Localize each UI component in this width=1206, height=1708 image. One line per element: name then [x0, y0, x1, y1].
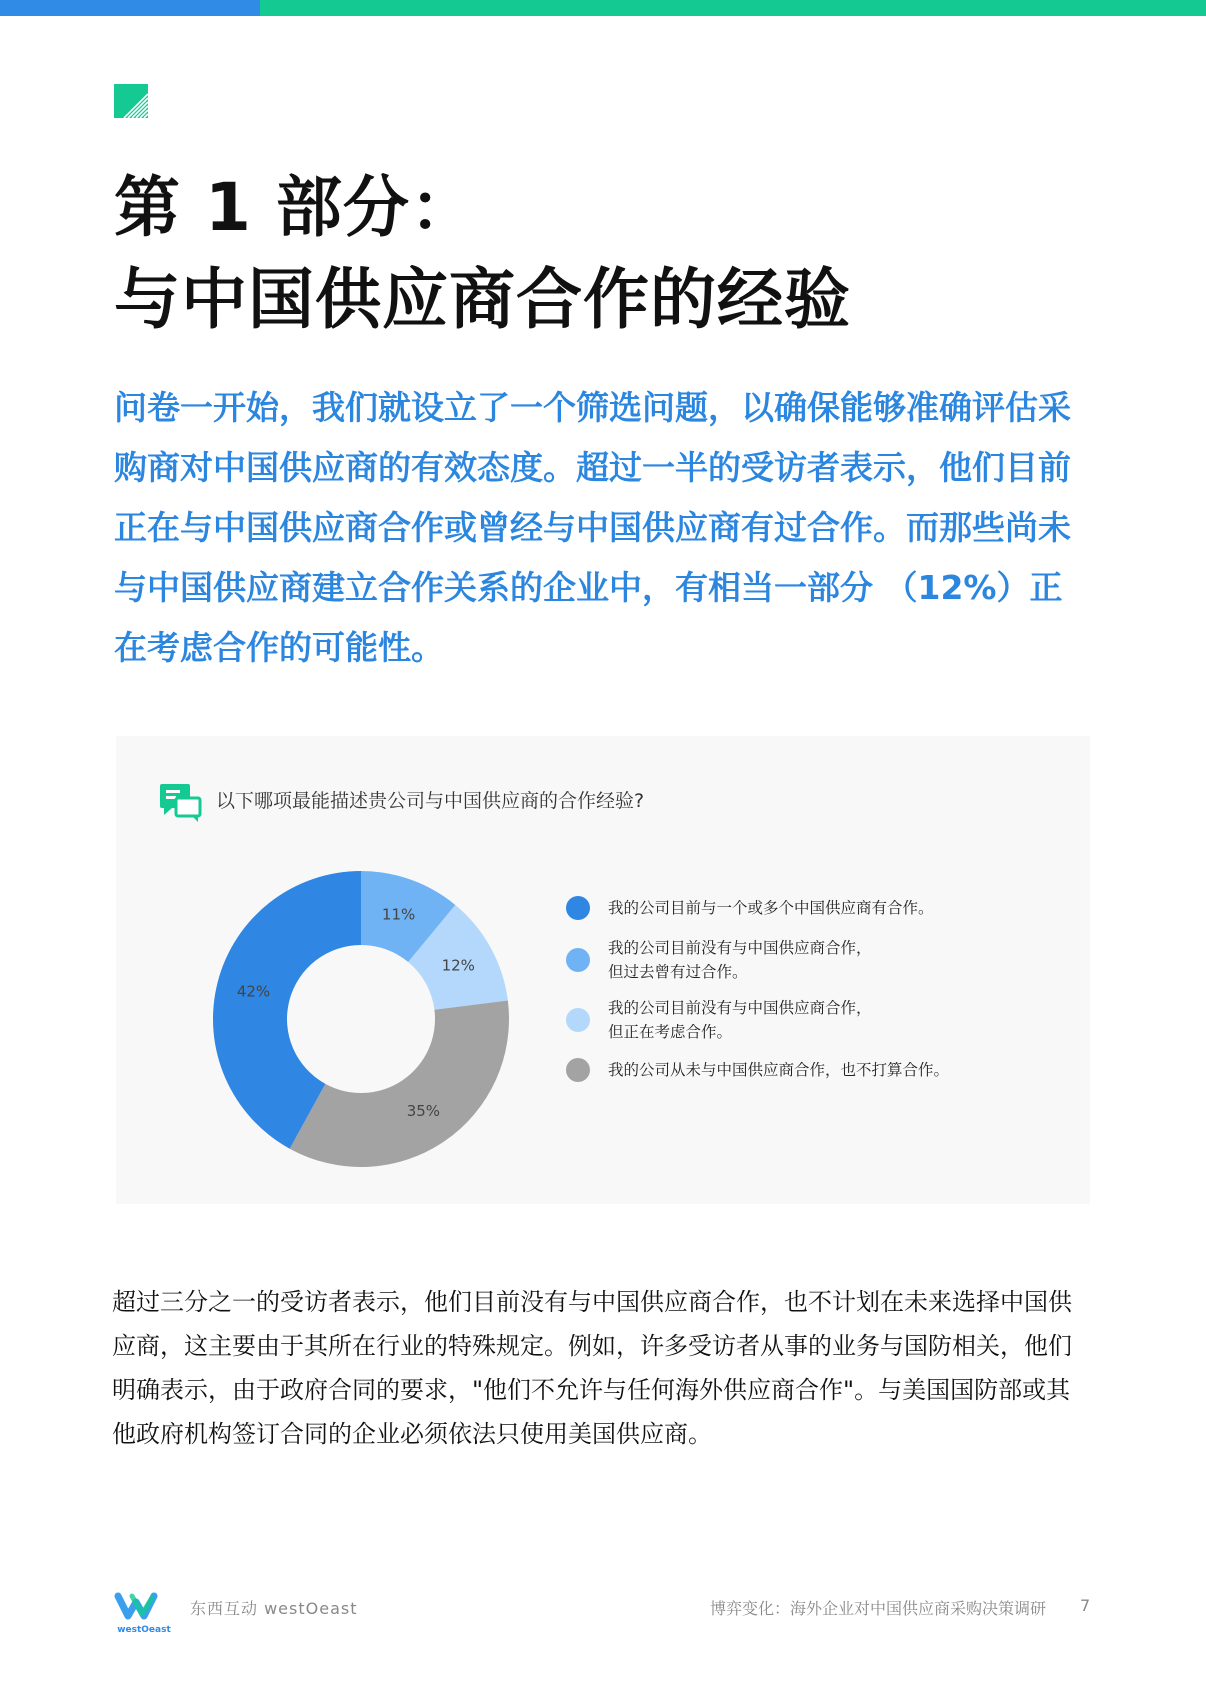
top-bar-green-segment — [260, 0, 1206, 16]
page-title — [114, 162, 851, 346]
legend-label: 我的公司目前与一个或多个中国供应商有合作。 — [608, 899, 934, 917]
footer-report-title: 博弈变化：海外企业对中国供应商采购决策调研 — [709, 1599, 1046, 1618]
legend-swatch — [566, 896, 590, 920]
chart-panel — [116, 736, 1090, 1204]
legend-label: 我的公司目前没有与中国供应商合作， 但正在考虑合作。 — [608, 999, 872, 1041]
legend-label: 我的公司从未与中国供应商合作，也不打算合作。 — [608, 1061, 950, 1079]
donut-chart — [206, 864, 516, 1174]
legend-swatch — [566, 948, 590, 972]
top-bar-blue-segment — [0, 0, 260, 16]
legend-label: 我的公司目前没有与中国供应商合作， 但过去曾有过合作。 — [608, 939, 872, 981]
slice-considering-label: 12% — [441, 956, 475, 975]
page-title-line-2: 与中国供应商合作的经验 — [114, 261, 851, 338]
slice-never-label: 35% — [406, 1101, 441, 1120]
legend-item — [566, 1058, 949, 1082]
legend-item — [566, 896, 934, 920]
legend-item — [566, 996, 872, 1044]
page-title-line-1: 第 1 部分： — [114, 169, 477, 246]
intro-paragraph: 问卷一开始，我们就设立了一个筛选问题，以确保能够准确评估采购商对中国供应商的有效态度。超过一半的受访者表示，他们目前正在与中国供应商合作或曾经与中国供应商有过合作。而那些尚未与中国供应商建立合作关系的企业中，有相当一部分 （12%）正在考虑合作的可能性。 — [114, 388, 1071, 667]
chart-question: 以下哪项最能描述贵公司与中国供应商的合作经验? — [216, 790, 645, 812]
svg-text:westOeast: westOeast — [117, 1625, 171, 1635]
legend-item — [566, 936, 872, 984]
section-badge-icon — [114, 84, 148, 118]
footer-brand: 东西互动 westOeast — [190, 1599, 358, 1618]
body-paragraph: 超过三分之一的受访者表示，他们目前没有与中国供应商合作，也不计划在未来选择中国供应商，这主要由于其所在行业的特殊规定。例如，许多受访者从事的业务与国防相关，他们明确表示，由于政府合同的要求，"他们不允许与任何海外供应商合作"。与美国国防部或其他政府机构签订合同的企业必须依法只使用美国供应商。 — [112, 1288, 1072, 1448]
legend-swatch — [566, 1008, 590, 1032]
top-color-bar — [0, 0, 1206, 16]
chat-bubble-icon — [160, 784, 202, 822]
westoeast-logo — [114, 1588, 174, 1636]
slice-past-cooperation-label: 11% — [381, 905, 416, 924]
page-number: 7 — [1080, 1596, 1091, 1615]
slice-current-cooperation-label: 42% — [236, 982, 271, 1001]
legend-swatch — [566, 1058, 590, 1082]
